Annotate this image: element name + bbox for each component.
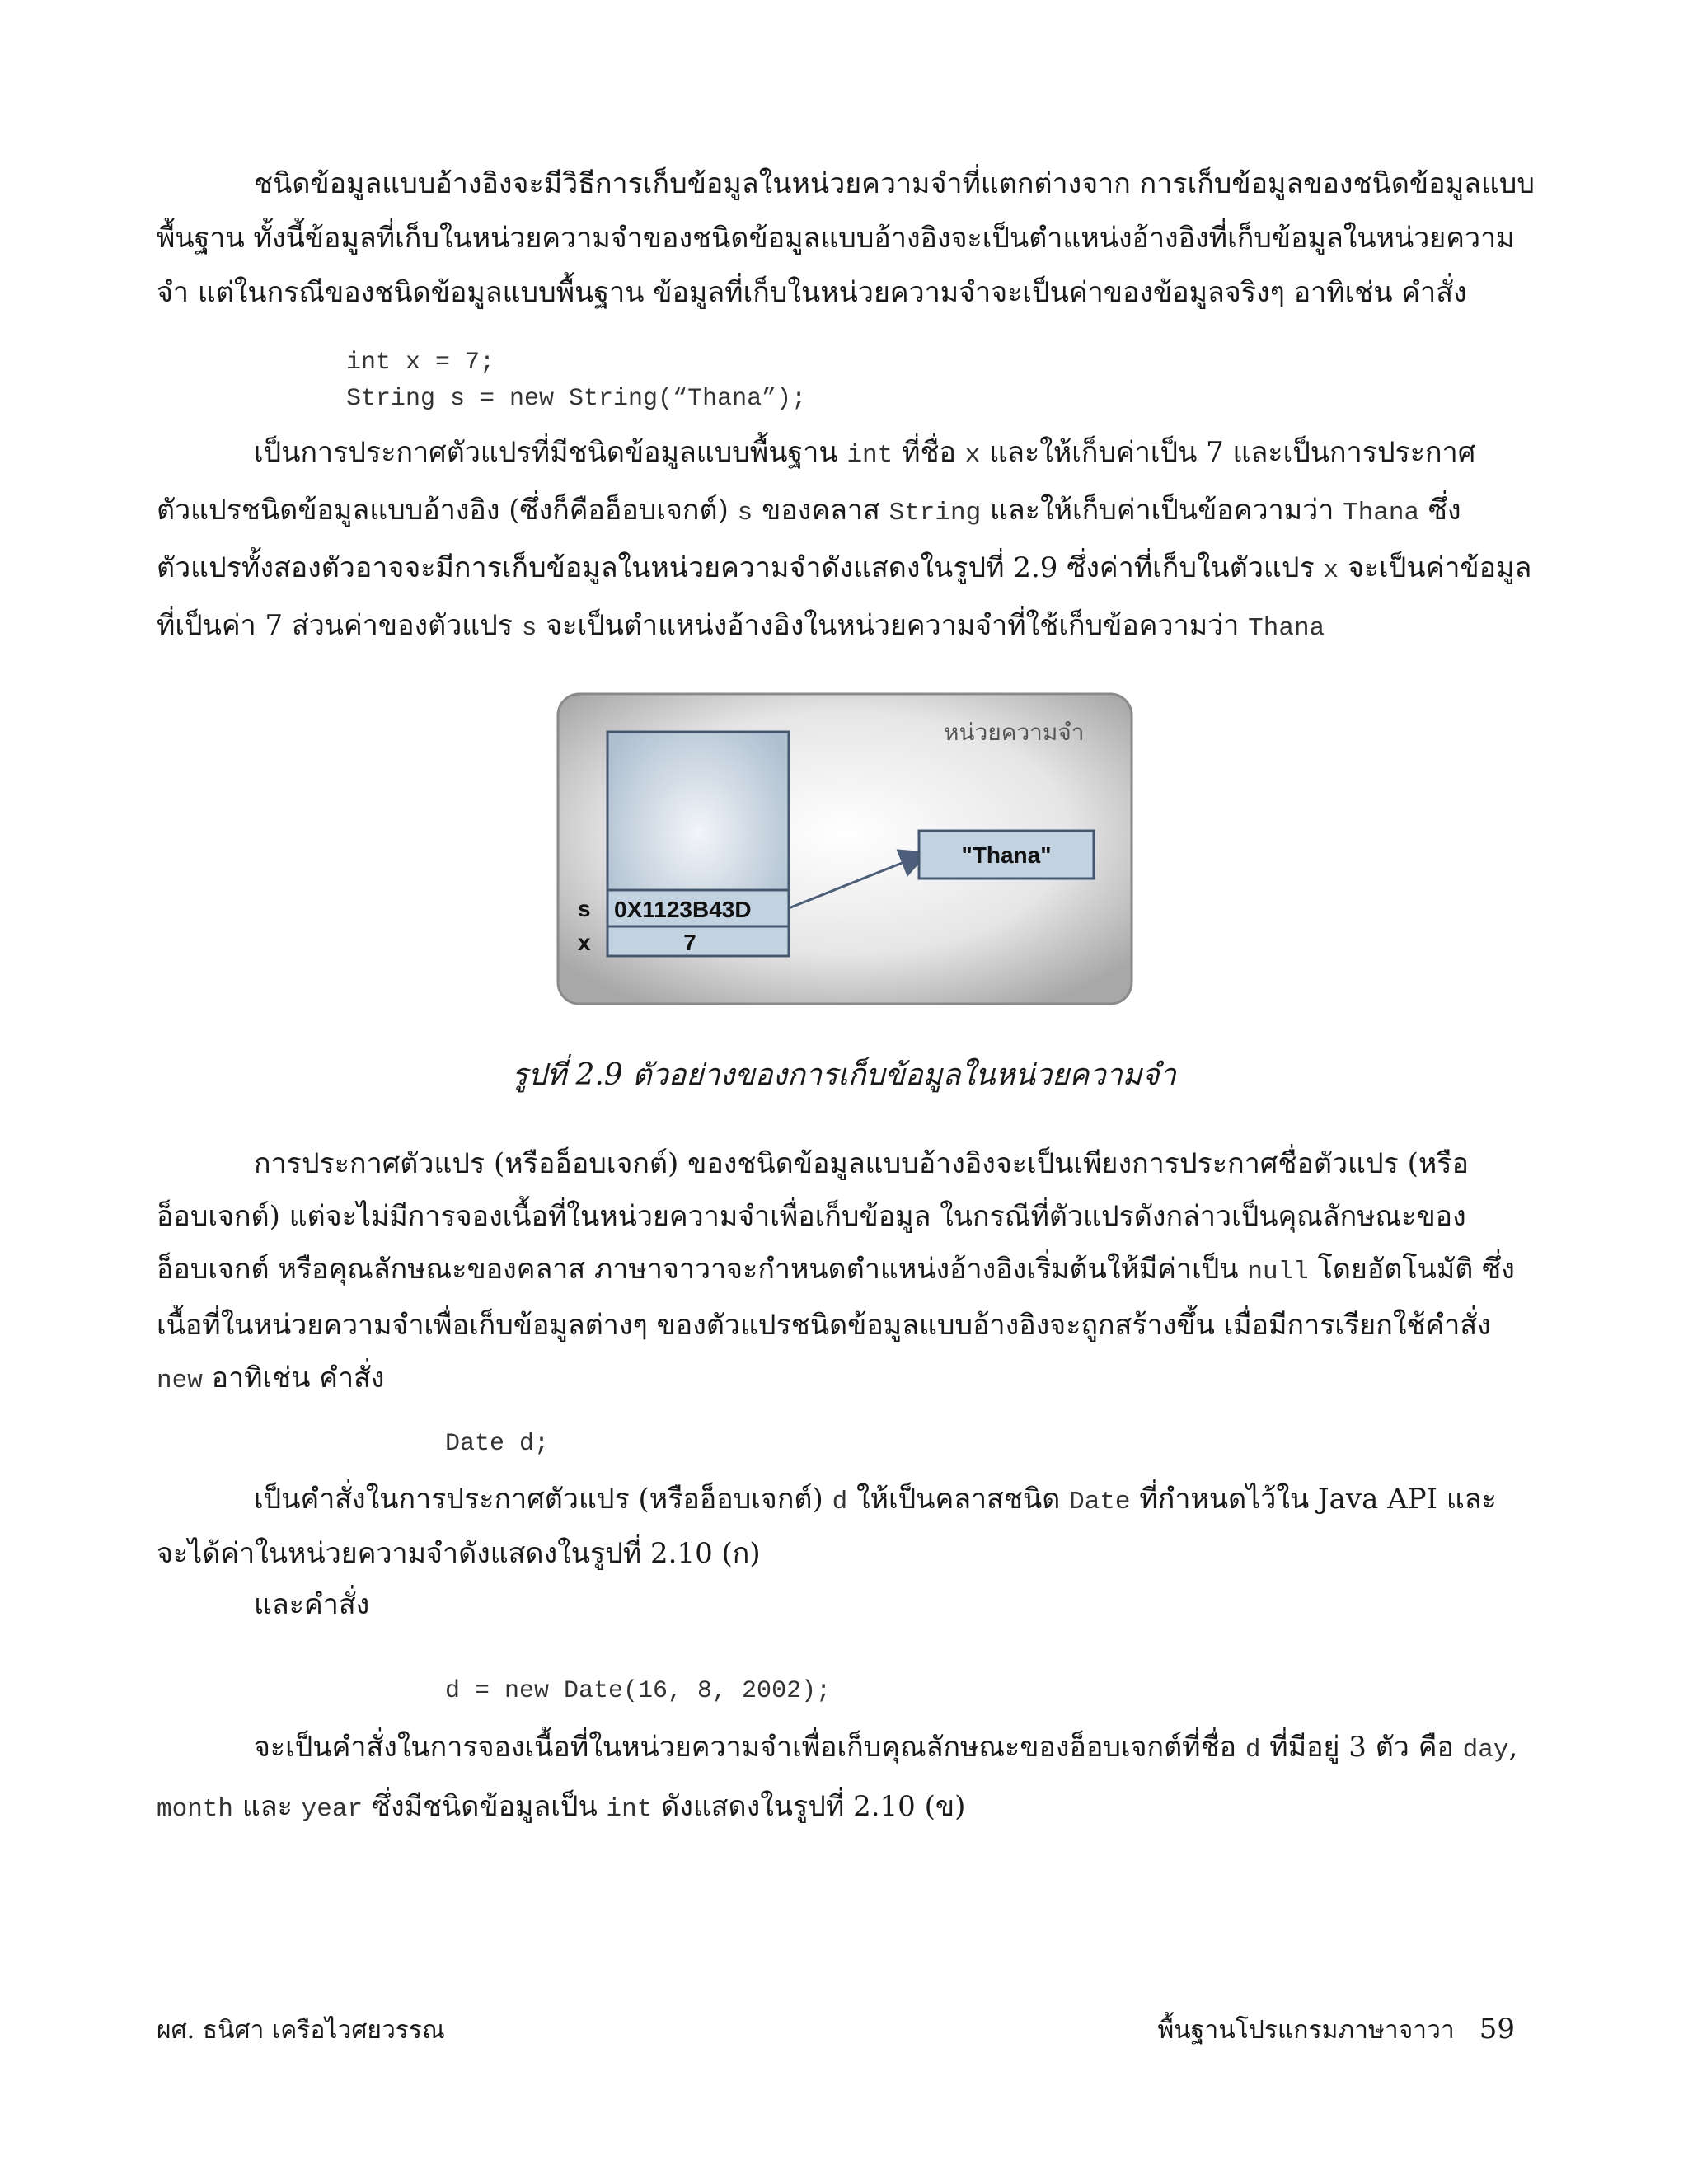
inline-code: Thana (1343, 499, 1420, 527)
cell-x (607, 926, 789, 956)
footer-book-title: พื้นฐานโปรแกรมภาษาจาวา (1157, 2016, 1455, 2045)
code-line: String s = new String(“Thana”); (346, 385, 807, 413)
code-line: d = new Date(16, 8, 2002); (445, 1677, 832, 1705)
text: เป็นคำสั่งในการประกาศตัวแปร (หรืออ็อบเจกต์) (254, 1483, 832, 1516)
text: อาทิเช่น คำสั่ง (202, 1361, 385, 1394)
paragraph-line: พื้นฐาน ทั้งนี้ข้อมูลที่เก็บในหน่วยความจำของชนิดข้อมูลแบบอ้างอิงจะเป็นตำแหน่งอ้างอิงที่เก็บข้อมูลในหน่วยความ (157, 222, 1515, 255)
text: ให้เป็นคลาสชนิด (847, 1483, 1070, 1516)
paragraph-line (157, 1243, 1515, 1299)
text: เป็นการประกาศตัวแปรที่มีชนิดข้อมูลแบบพื้นฐาน (254, 436, 847, 469)
inline-code: year (301, 1795, 363, 1824)
paragraph-reference-declaration (157, 1137, 1515, 1408)
page-number: 59 (1479, 2013, 1515, 2046)
inline-code: String (889, 499, 982, 527)
text: จะเป็นตำแหน่งอ้างอิงในหน่วยความจำที่ใช้เก็บข้อความว่า (537, 609, 1249, 642)
code-line: int x = 7; (346, 349, 495, 377)
paragraph-line (157, 425, 1508, 483)
text: ที่เป็นค่า 7 ส่วนค่าของตัวแปร (157, 609, 522, 642)
memory-diagram (556, 692, 1133, 1005)
s-label: s (578, 896, 591, 921)
inline-code: new (157, 1366, 203, 1395)
text: ที่ชื่อ (893, 436, 965, 469)
inline-code: s (737, 499, 753, 527)
text: โดยอัตโนมัติ ซึ่ง (1308, 1253, 1515, 1286)
footer-author: ผศ. ธนิศา เครือไวศยวรรณ (157, 2016, 445, 2045)
text: จะเป็นคำสั่งในการจองเนื้อที่ในหน่วยความจำเพื่อเก็บคุณลักษณะของอ็อบเจกต์ที่ชื่อ (254, 1731, 1245, 1764)
code-block-date-new (445, 1673, 831, 1709)
x-value: 7 (683, 930, 696, 955)
text: และ (233, 1790, 302, 1823)
paragraph-date-explanation (157, 1474, 1508, 1630)
inline-code: Date (1069, 1488, 1131, 1516)
paragraph-intro (157, 157, 1535, 320)
paragraph-line: เนื้อที่ในหน่วยความจำเพื่อเก็บข้อมูลต่างๆ ของตัวแปรชนิดข้อมูลแบบอ้างอิงจะถูกสร้างขึ้น เมื่อมีการเรียกใช้คำสั่ง (157, 1309, 1491, 1342)
inline-code: s (521, 614, 537, 643)
paragraph-line (157, 541, 1532, 598)
s-value: 0X1123B43D (614, 897, 752, 922)
text: ดังแสดงในรูปที่ 2.10 (ข) (652, 1790, 966, 1823)
paragraph-line: จำ แต่ในกรณีของชนิดข้อมูลแบบพื้นฐาน ข้อมูลที่เก็บในหน่วยความจำจะเป็นค่าของข้อมูลจริงๆ อาทิเช่น คำสั่ง (157, 276, 1467, 309)
figure-caption: รูปที่ 2.9 ตัวอย่างของการเก็บข้อมูลในหน่วยความจำ (512, 1058, 1176, 1092)
paragraph-line (157, 1352, 1508, 1408)
string-object-value: "Thana" (961, 842, 1052, 868)
code-block-declarations (346, 344, 806, 417)
paragraph-line: จะได้ค่าในหน่วยความจำดังแสดงในรูปที่ 2.10 (ก) (157, 1537, 761, 1570)
paragraph-date-allocation (157, 1719, 1518, 1838)
paragraph-line: การประกาศตัวแปร (หรืออ็อบเจกต์) ของชนิดข้อมูลแบบอ้างอิงจะเป็นเพียงการประกาศชื่อตัวแปร (หรือ (254, 1147, 1469, 1180)
paragraph-line: อ็อบเจกต์) แต่จะไม่มีการจองเนื้อที่ในหน่วยความจำเพื่อเก็บข้อมูล ในกรณีที่ตัวแปรดังกล่าวเป็นคุณลักษณะของ (157, 1200, 1466, 1233)
x-label: x (578, 930, 591, 955)
paragraph-line (157, 483, 1508, 541)
text: ตัวแปรชนิดข้อมูลแบบอ้างอิง (ซึ่งก็คืออ็อบเจกต์) (157, 494, 738, 527)
paragraph-line (157, 1779, 1508, 1838)
inline-code: d (832, 1488, 848, 1516)
text: จะเป็นค่าข้อมูล (1339, 551, 1532, 584)
paragraph-line (157, 1719, 1518, 1779)
paragraph-line (157, 598, 1508, 656)
text: ซึ่งมีชนิดข้อมูลเป็น (363, 1790, 607, 1823)
code-block-date-declaration (445, 1426, 549, 1462)
inline-code: null (1247, 1258, 1309, 1286)
memory-label: หน่วยความจำ (944, 719, 1085, 745)
text: ที่มีอยู่ 3 ตัว คือ (1260, 1731, 1463, 1764)
text: และให้เก็บค่าเป็นข้อความว่า (981, 494, 1343, 527)
text: ซึ่ง (1419, 494, 1461, 527)
code-line: Date d; (445, 1430, 550, 1458)
text: ที่กำหนดไว้ใน Java API และ (1130, 1483, 1497, 1516)
paragraph-line (157, 1474, 1508, 1528)
paragraph-line: และคำสั่ง (254, 1588, 370, 1621)
inline-code: x (1323, 556, 1339, 585)
inline-code: day (1462, 1736, 1509, 1765)
inline-code: int (606, 1795, 653, 1824)
inline-code: Thana (1248, 614, 1325, 643)
text: ตัวแปรทั้งสองตัวอาจจะมีการเก็บข้อมูลในหน่วยความจำดังแสดงในรูปที่ 2.9 ซึ่งค่าที่เก็บในตัวแปร (157, 551, 1324, 584)
paragraph-explanation (157, 425, 1532, 656)
inline-code: int (846, 441, 893, 470)
inline-code: x (964, 441, 981, 470)
text: และให้เก็บค่าเป็น 7 และเป็นการประกาศ (980, 436, 1476, 469)
text: ของคลาส (753, 494, 889, 527)
paragraph-line: ชนิดข้อมูลแบบอ้างอิงจะมีวิธีการเก็บข้อมูลในหน่วยความจำที่แตกต่างจาก การเก็บข้อมูลของชนิดข้อมูลแบบ (254, 167, 1535, 200)
text: , (1508, 1731, 1518, 1764)
inline-code: d (1245, 1736, 1261, 1765)
text: อ็อบเจกต์ หรือคุณลักษณะของคลาส ภาษาจาวาจะกำหนดตำแหน่งอ้างอิงเริ่มต้นให้มีค่าเป็น (157, 1253, 1248, 1286)
inline-code: month (157, 1795, 234, 1824)
footer-right (1158, 2011, 1515, 2050)
